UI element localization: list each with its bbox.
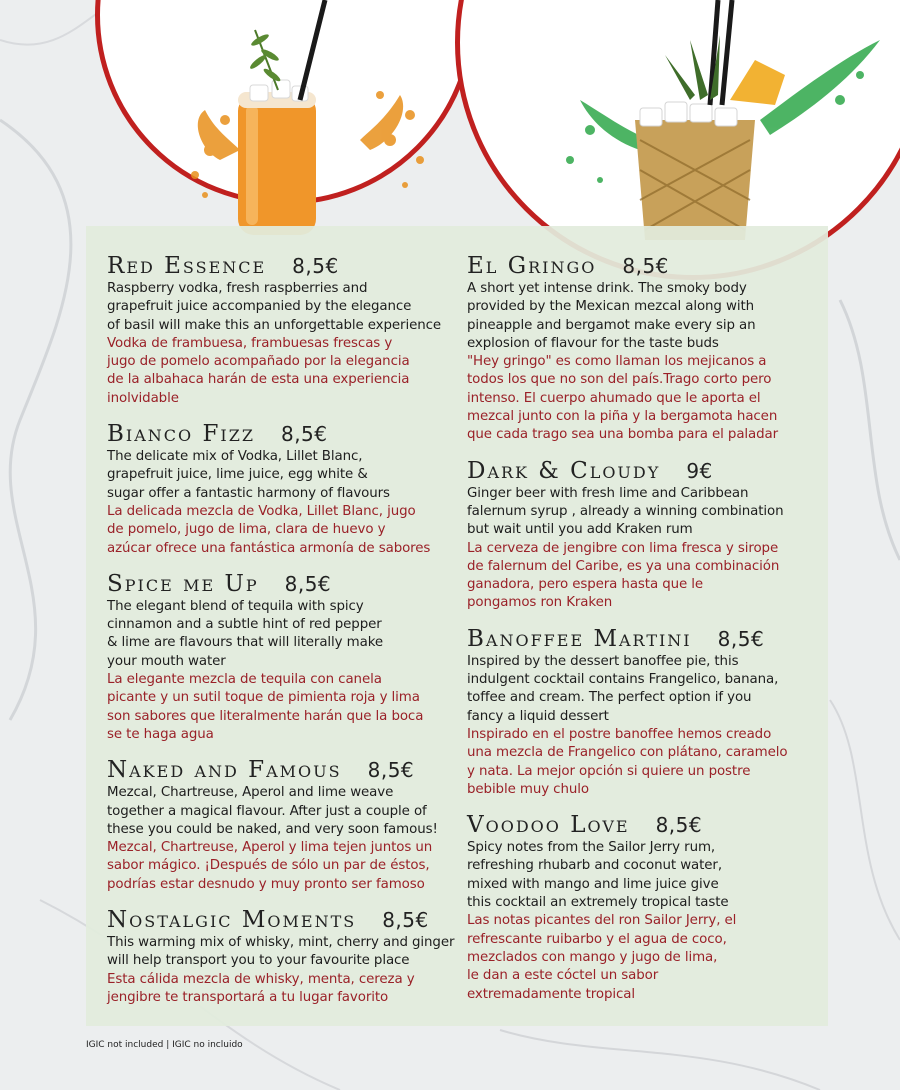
item-name: Voodoo Love [467, 812, 630, 839]
item-description-es: Inspirado en el postre banoffee hemos creado una mezcla de Frangelico con plátano, caramelo y nata. La mejor opción si quiere un postre bebible muy chulo [467, 726, 788, 797]
item-title-row [107, 906, 457, 934]
item-price: 9€ [686, 458, 713, 483]
menu-item-el-gringo [467, 252, 817, 445]
item-name: Bianco Fizz [107, 421, 255, 448]
item-title-row [107, 570, 457, 598]
item-price: 8,5€ [655, 813, 703, 838]
menu-item-banoffee-martini [467, 625, 817, 799]
menu-item-nostalgic-moments [107, 906, 457, 1007]
item-price: 8,5€ [382, 908, 429, 933]
item-description-es: La delicada mezcla de Vodka, Lillet Blanc, jugo de pomelo, jugo de lima, clara de huevo y azúcar ofrece una fantástica armonía de sabores [107, 503, 431, 556]
item-price: 8,5€ [280, 422, 328, 447]
item-name: Spice me Up [107, 570, 259, 597]
item-description-en: Inspired by the dessert banoffee pie, this indulgent cocktail contains Frangelico, banana, toffee and cream. The perfect option if you fancy a liquid dessert [467, 653, 779, 724]
item-description-en: A short yet intense drink. The smoky body provided by the Mexican mezcal along with pineapple and bergamot make every sip an explosion of flavour for the taste buds [467, 281, 756, 351]
item-title-row [467, 625, 817, 653]
pineapple-cocktail-illustration [540, 0, 900, 240]
item-description-en: The delicate mix of Vodka, Lillet Blanc, grapefruit juice, lime juice, egg white & sugar offer a fantastic harmony of flavours [107, 449, 390, 501]
item-description-es: Vodka de frambuesa, frambuesas frescas y jugo de pomelo acompañado por la elegancia de la albahaca harán de esta una experiencia inolvidable [107, 335, 410, 406]
item-title-row [467, 811, 817, 839]
item-description-en: This warming mix of whisky, mint, cherry and ginger will help transport you to your favourite place [107, 935, 455, 969]
item-description-en: Mezcal, Chartreuse, Aperol and lime weave together a magical flavour. After just a couple of these you could be naked, and very soon famous! [107, 785, 438, 837]
item-description-en: The elegant blend of tequila with spicy cinnamon and a subtle hint of red pepper & lime are flavours that will literally make your mouth water [107, 598, 384, 669]
item-description-es: Las notas picantes del ron Sailor Jerry, el refrescante ruibarbo y el agua de coco, mezclados con mango y jugo de lima, le dan a este cóctel un sabor extremadamente tropical [467, 913, 737, 1002]
item-name: Nostalgic Moments [107, 907, 357, 934]
item-description-en: Raspberry vodka, fresh raspberries and grapefruit juice accompanied by the elegance of basil will make this an unforgettable experience [107, 281, 442, 333]
item-price: 8,5€ [292, 254, 339, 278]
item-description-en: Ginger beer with fresh lime and Caribbean falernum syrup , already a winning combination but wait until you add Kraken rum [467, 485, 784, 538]
item-price: 8,5€ [367, 758, 415, 783]
item-description-es: "Hey gringo" es como llaman los mejicanos a todos los que no son del país.Trago corto pero intenso. El cuerpo ahumado que le aporta el mezcal junto con la piña y la bergamota hacen que cada trago sea una bomba para el paladar [467, 354, 779, 443]
item-price: 8,5€ [284, 571, 332, 596]
item-description-es: Mezcal, Chartreuse, Aperol y lima tejen juntos un sabor mágico. ¡Después de sólo un par de éstos, podrías estar desnudo y muy pronto ser famoso [107, 840, 433, 892]
item-name: El Gringo [467, 253, 597, 279]
item-name: Banoffee Martini [467, 625, 692, 652]
item-name: Naked and Famous [107, 757, 342, 784]
item-title-row [107, 252, 457, 280]
item-title-row [467, 252, 817, 280]
menu-item-voodoo-love [467, 811, 817, 1004]
item-title-row [107, 756, 457, 784]
menu-item-spice-me-up [107, 570, 457, 744]
menu-column-right [467, 252, 817, 1016]
item-title-row [107, 420, 457, 448]
menu-item-bianco-fizz [107, 420, 457, 558]
item-description-en: Spicy notes from the Sailor Jerry rum, refreshing rhubarb and coconut water, mixed with mango and lime juice give this cocktail an extremely tropical taste [467, 840, 729, 911]
menu-item-naked-and-famous [107, 756, 457, 894]
item-description-es: La elegante mezcla de tequila con canela picante y un sutil toque de pimienta roja y lima son sabores que literalmente harán que la boca se te haga agua [107, 672, 424, 742]
item-price: 8,5€ [622, 254, 669, 278]
item-name: Dark & Cloudy [467, 457, 661, 484]
orange-cocktail-illustration [180, 0, 440, 235]
menu-column-left [107, 252, 457, 1019]
tax-footnote: IGIC not included | IGIC no incluido [86, 1040, 243, 1050]
menu-item-red-essence [107, 252, 457, 408]
item-description-es: La cerveza de jengibre con lima fresca y sirope de falernum del Caribe, es ya una combinación ganadora, pero espera hasta que le pongamos ron Kraken [467, 540, 780, 611]
menu-item-dark-and-cloudy [467, 457, 817, 613]
item-description-es: Esta cálida mezcla de whisky, menta, cereza y jengibre te transportará a tu lugar favorito [107, 971, 415, 1005]
item-name: Red Essence [107, 253, 267, 279]
item-price: 8,5€ [717, 626, 765, 651]
item-title-row [467, 457, 817, 485]
